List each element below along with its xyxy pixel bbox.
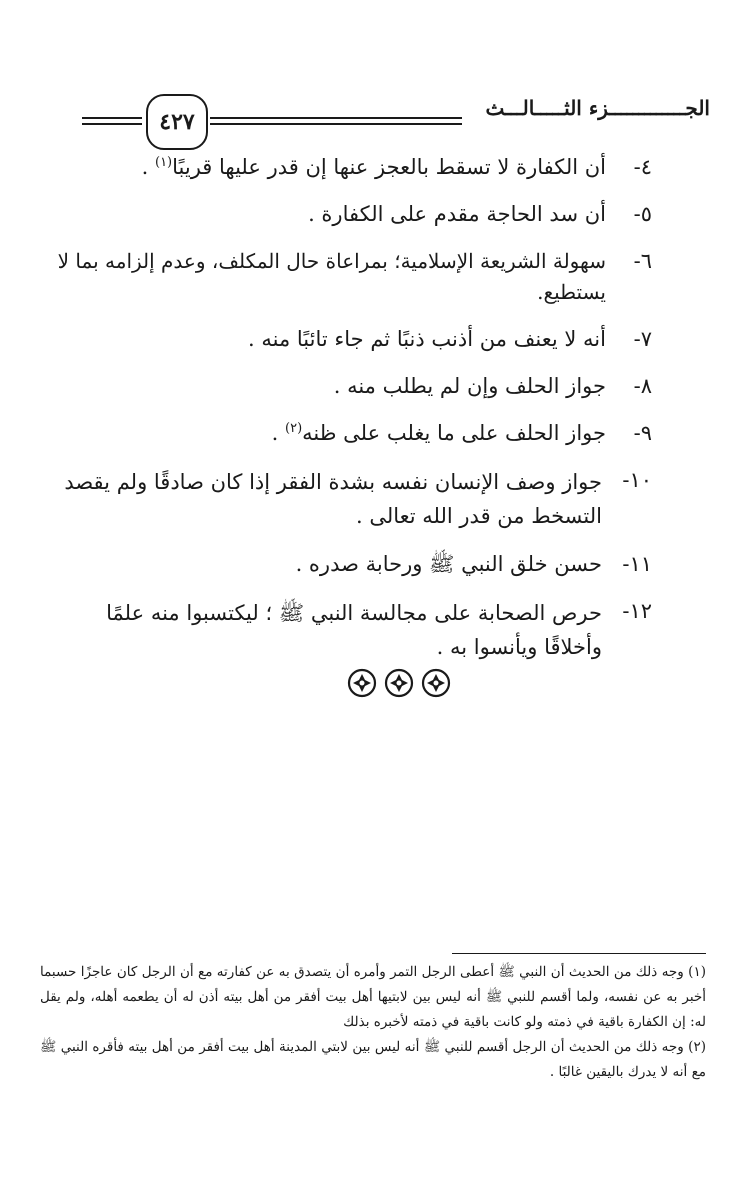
- item-text: جواز الحلف وإن لم يطلب منه .: [333, 374, 606, 398]
- list-item: [52, 199, 652, 230]
- header-rule-right-top: [210, 117, 462, 119]
- footnotes: [40, 960, 706, 1085]
- running-title: الجـــــــــــــزء الثـــــالـــث: [485, 96, 710, 120]
- item-number: ١٠-: [622, 468, 652, 492]
- footnote: (٢) وجه ذلك من الحديث أن الرجل أقسم للنبي ﷺ أنه ليس بين لابتي المدينة أهل بيت أفقر من أهل بيته فأقره النبي ﷺ مع أنه لا يدرك باليقين غالبًا .: [40, 1039, 706, 1080]
- page-number: ٤٢٧: [159, 109, 195, 135]
- list-item: [52, 371, 652, 402]
- item-text: جواز وصف الإنسان نفسه بشدة الفقر إذا كان صادقًا ولم يقصد التسخط من قدر الله تعالى .: [64, 470, 602, 528]
- list-item: [52, 246, 652, 308]
- header-rule-right-bottom: [210, 123, 462, 125]
- benefits-list: [52, 152, 652, 680]
- list-item: [52, 465, 652, 533]
- list-item: [52, 418, 652, 449]
- footnote: (١) وجه ذلك من الحديث أن النبي ﷺ أعطى الرجل التمر وأمره أن يتصدق به عن كفارته مع أن الرجل كان عاجزًا حسبما أخبر به عن نفسه، ولما أقسم للنبي ﷺ أنه ليس بين لابتيها أهل بيت أفقر من أهل بيته أذن له أن يطعمه أهله، ولم يقل له: إن الكفارة باقية في ذمته ولو كانت باقية في ذمته لأخبره بذلك: [40, 964, 706, 1030]
- item-text: أن الكفارة لا تسقط بالعجز عنها إن قدر عليها قريبًا$^{(١)}$ .: [141, 155, 606, 179]
- item-text: جواز الحلف على ما يغلب على ظنه$^{(٢)}$ .: [271, 421, 606, 445]
- item-text: أنه لا يعنف من أذنب ذنبًا ثم جاء تائبًا منه .: [248, 327, 606, 351]
- item-number: ٥-: [633, 202, 652, 226]
- footnote-ref: (١): [154, 155, 173, 170]
- page-header: [0, 0, 750, 160]
- list-item: [52, 324, 652, 355]
- item-number: ١٢-: [622, 599, 652, 623]
- item-number: ٧-: [633, 327, 652, 351]
- item-text: حسن خلق النبي ﷺ ورحابة صدره .: [295, 552, 602, 576]
- list-item: [52, 549, 652, 580]
- item-number: ٨-: [633, 374, 652, 398]
- item-number: ١١-: [622, 552, 652, 576]
- item-text: سهولة الشريعة الإسلامية؛ بمراعاة حال المكلف، وعدم إلزامه بما لا يستطيع.: [57, 249, 606, 304]
- item-number: ٤-: [633, 155, 652, 179]
- footnote-ref: (٢): [285, 421, 303, 436]
- item-number: ٦-: [633, 249, 652, 273]
- page-number-badge: [146, 94, 208, 150]
- list-item: [52, 152, 652, 183]
- item-text: حرص الصحابة على مجالسة النبي ﷺ ؛ ليكتسبوا منه علمًا وأخلاقًا ويأنسوا به .: [106, 601, 602, 659]
- item-text: أن سد الحاجة مقدم على الكفارة .: [308, 202, 606, 226]
- list-item: [52, 596, 652, 664]
- header-rule-left-bottom: [82, 123, 142, 125]
- item-number: ٩-: [633, 421, 652, 445]
- ornament-icon: [344, 666, 454, 700]
- header-rule-left-top: [82, 117, 142, 119]
- footnote-separator: [452, 953, 706, 954]
